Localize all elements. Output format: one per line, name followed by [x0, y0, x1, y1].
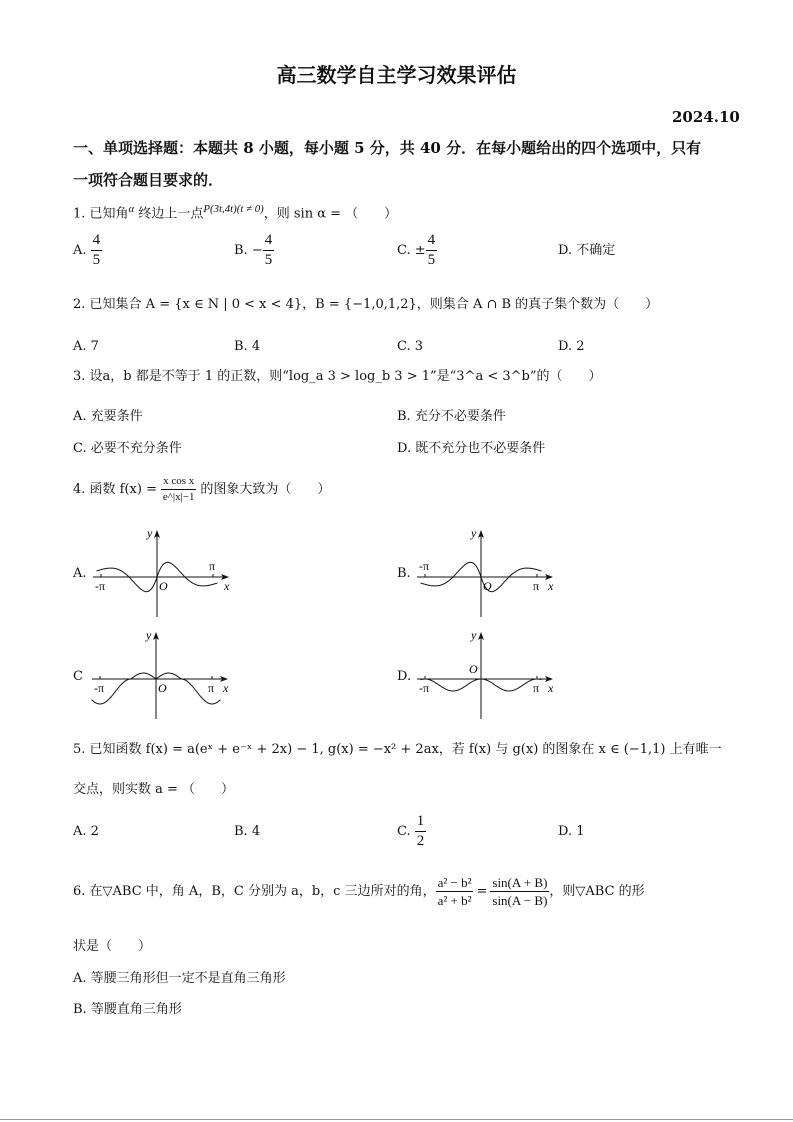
q1-point: P(3t,4t)(t ≠ 0) [203, 203, 264, 215]
origin-label: O [469, 662, 478, 676]
q4-option-b-label[interactable]: B. [397, 566, 411, 581]
origin-label: O [159, 579, 168, 593]
neg-pi-label: -π [419, 559, 430, 573]
neg-pi-label: -π [95, 579, 106, 593]
q4-graph-a [87, 527, 247, 627]
x-axis-label: x [548, 681, 554, 695]
q4-graph-d [411, 629, 571, 729]
pi-label: π [209, 559, 216, 573]
y-axis-label: y [471, 526, 477, 540]
q1-option-c[interactable] [397, 233, 437, 268]
q4-fraction [161, 476, 196, 503]
q5-option-a[interactable]: A. 2 [73, 824, 99, 839]
numerator: 4 [426, 233, 438, 251]
denominator: e^|x|−1 [162, 491, 195, 503]
option-label: B. [234, 243, 248, 258]
q4-option-a-label[interactable]: A. [73, 566, 87, 581]
equals: = [476, 884, 488, 899]
exam-date: 2024.10 [672, 108, 740, 126]
fraction [91, 233, 103, 268]
q2-option-d[interactable]: D. 2 [558, 339, 585, 354]
x-axis-label: x [223, 681, 229, 695]
section-heading-line1: 一、单项选择题：本题共 8 小题，每小题 5 分，共 40 分．在每小题给出的四个选项中，只有 [73, 139, 702, 157]
denominator: 5 [264, 252, 273, 268]
y-axis-label: y [146, 628, 152, 642]
fraction [263, 233, 275, 268]
q2-option-c[interactable]: C. 3 [397, 339, 424, 354]
numerator: 4 [263, 233, 275, 251]
q5-option-b[interactable]: B. 4 [234, 824, 261, 839]
q4-prefix: 4. 函数 f(x) = [73, 482, 162, 497]
question-2: 2. 已知集合 A = {x ∈ N | 0 < x < 4}，B = {−1,0,1,2}，则集合 A ∩ B 的真子集个数为（ ） [73, 297, 659, 312]
option-label: C. [397, 243, 411, 258]
x-axis-label: x [548, 579, 554, 593]
q2-option-a[interactable]: A. 7 [73, 339, 99, 354]
denominator: a² + b² [437, 893, 472, 908]
question-5-line2: 交点，则实数 a = （ ） [73, 782, 235, 797]
option-label: A. [73, 243, 87, 258]
q1-option-a[interactable] [73, 233, 102, 268]
origin-label: O [483, 579, 492, 593]
numerator: 1 [415, 814, 427, 832]
q4-suffix: 的图象大致为（ ） [196, 482, 331, 497]
option-sign: ± [414, 243, 426, 258]
q4-option-d-label[interactable]: D. [397, 669, 412, 684]
q3-option-c[interactable]: C. 必要不充分条件 [73, 441, 182, 456]
option-sign: − [251, 243, 263, 258]
q6-prefix: 6. 在▽ABC 中，角 A，B，C 分别为 a，b，c 三边所对的角， [73, 884, 436, 899]
q3-option-b[interactable]: B. 充分不必要条件 [397, 409, 506, 424]
question-6-line1 [73, 876, 645, 907]
q5-option-c[interactable] [397, 814, 426, 849]
q1-suffix: ，则 sin α = （ ） [263, 206, 398, 222]
x-axis-label: x [224, 579, 230, 593]
neg-pi-label: -π [419, 681, 430, 695]
question-5-line1: 5. 已知函数 f(x) = a(eˣ + e⁻ˣ + 2x) − 1, g(x) = −x² + 2ax，若 f(x) 与 g(x) 的图象在 x ∈ (−1,1) 上有唯一 [73, 742, 722, 757]
q6-option-b[interactable]: B. 等腰直角三角形 [73, 1002, 182, 1017]
page-bottom-divider [0, 1119, 793, 1120]
y-axis-label: y [147, 526, 153, 540]
denominator: 2 [416, 833, 425, 849]
option-text: 不确定 [576, 243, 616, 258]
numerator: 4 [91, 233, 103, 251]
fraction [415, 814, 427, 849]
q6-left-fraction [436, 876, 474, 907]
question-6-line2: 状是（ ） [73, 939, 152, 954]
question-1 [73, 204, 397, 220]
numerator: x cos x [161, 476, 196, 490]
denominator: sin(A − B) [492, 893, 548, 908]
question-4 [73, 476, 330, 503]
q1-text-mid: 终边上一点 [134, 206, 204, 222]
q5-option-d[interactable]: D. 1 [558, 824, 585, 839]
option-label: D. [558, 243, 573, 258]
q1-option-d[interactable] [558, 244, 615, 257]
question-3: 3. 设a，b 都是不等于 1 的正数，则“log_a 3 > log_b 3 > 1”是“3^a < 3^b”的（ ） [73, 369, 602, 384]
fraction [426, 233, 438, 268]
page-title: 高三数学自主学习效果评估 [276, 63, 517, 87]
q3-option-d[interactable]: D. 既不充分也不必要条件 [397, 441, 546, 456]
numerator: sin(A + B) [492, 875, 548, 890]
q2-option-b[interactable]: B. 4 [234, 339, 261, 354]
pi-label: π [533, 681, 540, 695]
q4-graph-c [86, 629, 246, 729]
q1-alpha: α [128, 203, 135, 215]
pi-label: π [533, 579, 540, 593]
q1-text: 1. 已知角 [73, 206, 129, 222]
pi-label: π [208, 681, 215, 695]
origin-label: O [158, 681, 167, 695]
q6-suffix: ，则▽ABC 的形 [549, 884, 645, 899]
denominator: 5 [92, 252, 101, 268]
q3-option-a[interactable]: A. 充要条件 [73, 409, 143, 424]
numerator: a² − b² [437, 875, 472, 890]
neg-pi-label: -π [94, 681, 105, 695]
section-heading-line2: 一项符合题目要求的． [73, 171, 224, 189]
y-axis-label: y [471, 628, 477, 642]
q4-graph-b [411, 527, 571, 627]
q6-option-a[interactable]: A. 等腰三角形但一定不是直角三角形 [73, 971, 286, 986]
q6-right-fraction [490, 876, 549, 907]
denominator: 5 [427, 252, 436, 268]
q1-option-b[interactable] [234, 233, 274, 268]
option-label: C. [397, 824, 411, 839]
q4-option-c-label[interactable]: C [73, 669, 83, 684]
